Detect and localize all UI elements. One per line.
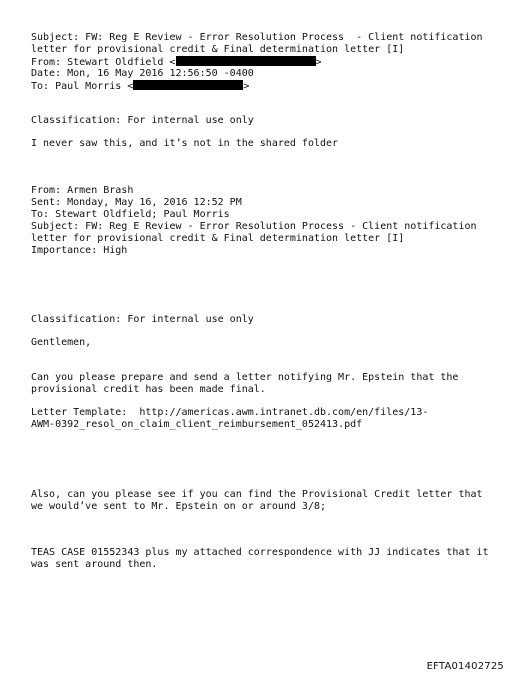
email1-subject-line-1: Subject: FW: Reg E Review - Error Resolution Process - Client notification (31, 32, 483, 43)
email2-subject-line-2: letter for provisional credit & Final determination letter [I] (31, 233, 405, 244)
email2-to-line: To: Stewart Oldfield; Paul Morris (31, 209, 230, 220)
email2-importance-line: Importance: High (31, 245, 128, 256)
email2-from-line: From: Armen Brash (31, 185, 134, 196)
email2-template-line-1: Letter Template: http://americas.awm.intranet.db.com/en/files/13- (31, 407, 429, 418)
email1-to-close: > (243, 81, 250, 92)
email2-paragraph-3-line-1: TEAS CASE 01552343 plus my attached correspondence with JJ indicates that it (31, 547, 489, 558)
redaction-block (176, 56, 316, 66)
email2-subject-line-1: Subject: FW: Reg E Review - Error Resolution Process - Client notification (31, 221, 477, 232)
email2-paragraph-1-line-2: provisional credit has been made final. (31, 384, 266, 395)
email2-paragraph-3-line-2: was sent around then. (31, 559, 158, 570)
email2-paragraph-1-line-1: Can you please prepare and send a letter notifying Mr. Epstein that the (31, 372, 459, 383)
email1-from-close: > (315, 57, 322, 68)
email2-sent-line: Sent: Monday, May 16, 2016 12:52 PM (31, 197, 242, 208)
email1-date-line: Date: Mon, 16 May 2016 12:56:50 -0400 (31, 68, 254, 79)
redaction-block (133, 80, 243, 90)
bates-number: EFTA01402725 (426, 661, 504, 672)
email2-paragraph-2-line-2: we would’ve sent to Mr. Epstein on or around 3/8; (31, 501, 327, 512)
email1-to-line (31, 80, 249, 93)
email2-paragraph-2-line-1: Also, can you please see if you can find the Provisional Credit letter that (31, 489, 483, 500)
email1-classification: Classification: For internal use only (31, 115, 254, 126)
email1-from-label: From: Stewart Oldfield < (31, 57, 176, 68)
email2-template-line-2: AWM-0392_resol_on_claim_client_reimbursement_052413.pdf (31, 419, 363, 430)
email1-body: I never saw this, and it’s not in the shared folder (31, 138, 339, 149)
email1-to-label: To: Paul Morris < (31, 81, 134, 92)
email2-classification: Classification: For internal use only (31, 314, 254, 325)
email1-subject-line-2: letter for provisional credit & Final determination letter [I] (31, 44, 405, 55)
email2-greeting: Gentlemen, (31, 337, 92, 348)
